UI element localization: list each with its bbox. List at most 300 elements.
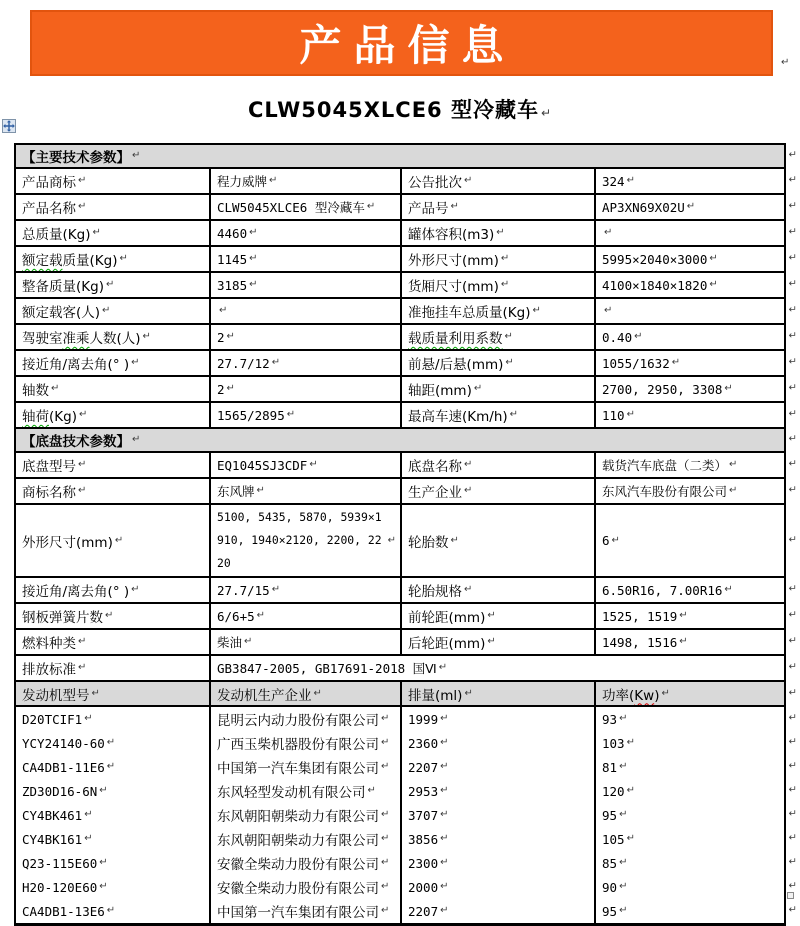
paragraph-mark-icon: ↵	[106, 905, 116, 916]
row-end-mark-icon: ↵	[788, 408, 797, 420]
table-cell	[400, 630, 594, 654]
table-cell	[594, 755, 784, 779]
paragraph-mark-icon: ↵	[440, 905, 449, 916]
table-cell	[400, 505, 594, 576]
paragraph-mark-icon: ↵	[84, 713, 93, 724]
paragraph-mark-icon: ↵	[381, 737, 390, 748]
paragraph-mark-icon: ↵	[78, 459, 87, 470]
table-cell	[594, 505, 784, 576]
table-cell	[400, 403, 594, 427]
paragraph-mark-icon: ↵	[105, 279, 115, 290]
table-cell	[400, 221, 594, 245]
table-cell	[209, 299, 400, 323]
table-cell	[400, 479, 594, 503]
cell-text: 燃料种类	[22, 636, 76, 652]
table-cell	[594, 827, 784, 851]
table-cell	[209, 630, 400, 654]
table-cell	[209, 195, 400, 219]
cell-text: 罐体容积(m3)	[408, 227, 495, 243]
table-cell	[209, 731, 400, 755]
table-row	[16, 325, 797, 351]
cell-text: ZD30D16-6N	[22, 783, 98, 799]
paragraph-mark-icon: ↵	[226, 331, 235, 342]
table-cell	[209, 351, 400, 375]
table-cell	[16, 221, 209, 245]
cell-text: 产品号	[408, 201, 449, 217]
paragraph-mark-icon: ↵	[487, 636, 496, 647]
cell-text: 2	[217, 381, 225, 397]
paragraph-mark-icon: ↵	[78, 175, 87, 186]
table-cell	[594, 479, 784, 503]
paragraph-mark-icon: ↵	[464, 459, 473, 470]
paragraph-mark-icon: ↵	[619, 809, 628, 820]
row-end-mark-icon: ↵	[788, 687, 797, 698]
document-title-line	[0, 94, 800, 124]
paragraph-mark-icon: ↵	[84, 833, 93, 844]
paragraph-mark-icon: ↵	[619, 761, 628, 772]
table-cell	[594, 325, 784, 349]
engine-row	[16, 875, 797, 899]
table-cell	[16, 827, 209, 851]
cell-text: 3707	[408, 807, 439, 823]
table-cell	[594, 707, 784, 731]
paragraph-mark-icon: ↵	[381, 833, 390, 844]
paragraph-mark-icon: ↵	[381, 857, 390, 868]
row-end-mark-icon: ↵	[788, 880, 797, 892]
table-row	[16, 247, 797, 273]
cell-text: D20TCIF1	[22, 711, 83, 727]
cell-text: 钢板弹簧片数	[22, 610, 103, 626]
row-end-mark-icon: ↵	[788, 635, 797, 647]
paragraph-mark-icon: ↵	[440, 785, 449, 796]
paragraph-mark-icon: ↵	[464, 485, 473, 496]
table-cell	[16, 505, 209, 576]
row-end-mark-icon: ↵	[788, 304, 797, 316]
table-row	[16, 604, 797, 630]
table-cell	[400, 247, 594, 271]
table-cell	[16, 682, 209, 705]
table-cell	[594, 803, 784, 827]
cell-text: 轴数	[22, 383, 49, 399]
cell-text: GB3847-2005, GB17691-2018 国Ⅵ	[217, 661, 437, 676]
table-row	[16, 377, 797, 403]
cell-text: 93	[602, 711, 618, 727]
table-cell	[209, 169, 400, 193]
cell-text: 商标名称	[22, 485, 76, 501]
paragraph-mark-icon: ↵	[381, 809, 390, 820]
cell-text: 2360	[408, 735, 439, 751]
cell-text: 轮胎数	[408, 534, 449, 551]
cell-text: CA4DB1-13E6	[22, 903, 105, 919]
cell-text: CA4DB1-11E6	[22, 759, 105, 775]
paragraph-mark-icon: ↵	[724, 584, 733, 595]
cell-text: YCY24140-60	[22, 735, 105, 751]
spec-table	[14, 143, 797, 926]
paragraph-mark-icon: ↵	[313, 687, 322, 699]
paragraph-mark-icon: ↵	[626, 175, 635, 186]
cell-text: 【底盘技术参数】	[22, 434, 130, 450]
cell-text: 1525, 1519	[602, 608, 678, 624]
table-cell	[16, 195, 209, 219]
paragraph-mark-icon: ↵	[226, 383, 235, 394]
paragraph-mark-icon: ↵	[78, 201, 87, 212]
table-cell	[594, 682, 784, 705]
table-cell	[209, 682, 400, 705]
cell-text: AP3XN69X02U	[602, 199, 685, 215]
cell-text: 排量(ml)	[408, 687, 463, 704]
paragraph-mark-icon: ↵	[671, 357, 681, 368]
cell-text: 1999	[408, 711, 439, 727]
table-cell	[594, 731, 784, 755]
cell-text: 2953	[408, 783, 439, 799]
table-cell	[400, 899, 594, 923]
engine-row	[16, 851, 797, 875]
paragraph-mark-icon: ↵	[92, 227, 101, 238]
table-row	[16, 479, 797, 505]
cell-text: 105	[602, 831, 625, 847]
cell-text: 90	[602, 879, 618, 895]
cell-text: 外形尺寸(mm)	[408, 253, 499, 269]
paragraph-mark-icon: ↵	[249, 253, 258, 264]
paragraph-mark-icon: ↵	[219, 305, 228, 316]
cell-text: 载货汽车底盘（二类）	[602, 458, 728, 473]
paragraph-mark-icon: ↵	[464, 584, 473, 595]
cell-text: CY4BK461	[22, 807, 83, 823]
table-cell	[209, 403, 400, 427]
table-cell	[400, 604, 594, 628]
table-cell	[209, 479, 400, 503]
paragraph-mark-icon: ↵	[450, 201, 459, 212]
table-cell	[209, 827, 400, 851]
cell-text: 发动机型号	[22, 687, 90, 704]
table-cell	[16, 604, 209, 628]
table-cell	[209, 851, 400, 875]
table-cell	[209, 578, 400, 602]
engine-row	[16, 731, 797, 755]
table-row	[16, 221, 797, 247]
banner-title: 产品信息	[299, 21, 516, 70]
cell-text: 额定载质量(Kg)	[22, 253, 118, 269]
table-cell	[16, 630, 209, 654]
table-cell	[209, 875, 400, 899]
cell-text: 5995×2040×3000	[602, 251, 708, 267]
row-end-mark-icon: ↵	[788, 433, 797, 445]
table-cell	[594, 273, 784, 297]
table-cell	[400, 682, 594, 705]
paragraph-mark-icon: ↵	[102, 305, 111, 316]
table-row	[16, 656, 797, 682]
table-cell	[209, 505, 400, 576]
table-move-handle-icon[interactable]	[2, 119, 16, 133]
cell-text: 324	[602, 173, 625, 189]
paragraph-mark-icon: ↵	[729, 485, 738, 496]
cell-text: 驾驶室准乘人数(人)	[22, 331, 141, 347]
table-cell	[594, 851, 784, 875]
table-cell	[209, 325, 400, 349]
row-end-mark-icon: ↵	[788, 278, 797, 290]
paragraph-mark-icon: ↵	[131, 357, 140, 368]
table-cell	[209, 899, 400, 923]
table-cell	[594, 169, 784, 193]
table-cell	[16, 779, 209, 803]
table-cell	[400, 875, 594, 899]
paragraph-mark-icon: ↵	[78, 636, 87, 647]
cell-text: 整备质量(Kg)	[22, 279, 104, 295]
paragraph-mark-icon: ↵	[626, 737, 635, 748]
cell-text: 5100, 5435, 5870, 5939×1910, 1940×2120, 2200, 2220	[217, 510, 382, 570]
paragraph-mark-icon: ↵	[249, 227, 258, 238]
cell-text: 载质量利用系数	[408, 331, 503, 347]
row-end-mark-icon: ↵	[788, 382, 797, 394]
paragraph-mark-icon: ↵	[132, 434, 141, 445]
paragraph-mark-icon: ↵	[540, 106, 553, 120]
row-end-mark-icon: ↵	[788, 330, 797, 342]
cell-text: EQ1045SJ3CDF	[217, 457, 308, 473]
cell-text: Q23-115E60	[22, 855, 98, 871]
table-cell	[594, 899, 784, 923]
paragraph-mark-icon: ↵	[114, 534, 124, 546]
table-cell	[594, 299, 784, 323]
paragraph-mark-icon: ↵	[440, 761, 449, 772]
paragraph-mark-icon: ↵	[78, 662, 87, 673]
paragraph-mark-icon: ↵	[269, 175, 278, 186]
paragraph-mark-icon: ↵	[286, 409, 296, 420]
table-cell	[16, 325, 209, 349]
cell-text: 总质量(Kg)	[22, 227, 91, 243]
table-cell	[400, 273, 594, 297]
paragraph-mark-icon: ↵	[440, 881, 449, 892]
cell-text: 后轮距(mm)	[408, 636, 486, 652]
table-cell	[209, 604, 400, 628]
paragraph-mark-icon: ↵	[509, 409, 519, 420]
engine-row	[16, 827, 797, 851]
table-cell	[209, 221, 400, 245]
cell-text: 生产企业	[408, 485, 462, 501]
paragraph-mark-icon: ↵	[387, 534, 396, 546]
paragraph-mark-icon: ↵	[256, 485, 265, 496]
paragraph-mark-icon: ↵	[131, 584, 140, 595]
cell-text: 3856	[408, 831, 439, 847]
table-row	[16, 169, 797, 195]
table-cell	[209, 453, 400, 477]
paragraph-mark-icon: ↵	[626, 833, 635, 844]
row-end-mark-icon: ↵	[788, 904, 797, 916]
table-cell	[16, 247, 209, 271]
row-end-mark-icon: ↵	[788, 609, 797, 621]
table-cell	[400, 453, 594, 477]
table-cell	[594, 247, 784, 271]
table-cell	[16, 299, 209, 323]
cell-text: 85	[602, 855, 618, 871]
table-cell	[16, 755, 209, 779]
table-cell	[16, 429, 784, 451]
table-cell	[400, 707, 594, 731]
cell-text: 103	[602, 735, 625, 751]
paragraph-mark-icon: ↵	[619, 881, 628, 892]
paragraph-mark-icon: ↵	[381, 761, 390, 772]
cell-text: 发动机生产企业	[217, 687, 312, 704]
row-end-mark-icon: ↵	[788, 661, 797, 673]
cell-text: CLW5045XLCE6 型冷藏车	[217, 200, 365, 215]
table-cell	[594, 578, 784, 602]
table-cell	[400, 169, 594, 193]
paragraph-mark-icon: ↵	[381, 881, 390, 892]
table-cell	[16, 273, 209, 297]
cell-text: 4460	[217, 225, 248, 241]
paragraph-mark-icon: ↵	[679, 636, 688, 647]
cell-text: 接近角/离去角(° )	[22, 357, 130, 373]
engine-row	[16, 779, 797, 803]
cell-text: 前悬/后悬(mm)	[408, 357, 504, 373]
cell-text: 27.7/15	[217, 582, 270, 598]
cell-text: 准拖挂车总质量(Kg)	[408, 305, 531, 321]
paragraph-mark-icon: ↵	[78, 485, 87, 496]
cell-text: 1498, 1516	[602, 634, 678, 650]
table-cell	[594, 221, 784, 245]
cell-text: 110	[602, 407, 625, 423]
cell-text: 4100×1840×1820	[602, 277, 708, 293]
table-cell	[594, 630, 784, 654]
table-cell	[400, 299, 594, 323]
row-end-mark-icon: ↵	[788, 484, 797, 496]
cell-text: 柴油	[217, 635, 243, 650]
table-row	[16, 505, 797, 578]
row-end-mark-icon: ↵	[788, 832, 797, 844]
cell-text: 产品名称	[22, 201, 76, 217]
paragraph-mark-icon: ↵	[661, 687, 670, 699]
table-cell	[209, 707, 400, 731]
row-end-mark-icon: ↵	[788, 856, 797, 868]
table-cell	[16, 169, 209, 193]
paragraph-mark-icon: ↵	[84, 809, 93, 820]
table-row	[16, 351, 797, 377]
section-header-row	[16, 429, 797, 453]
paragraph-mark-icon: ↵	[106, 761, 116, 772]
table-cell	[16, 851, 209, 875]
row-end-mark-icon: ↵	[788, 252, 797, 264]
table-cell	[16, 145, 784, 167]
table-cell	[400, 803, 594, 827]
paragraph-mark-icon: ↵	[99, 857, 108, 868]
paragraph-mark-icon: ↵	[487, 610, 496, 621]
paragraph-mark-icon: ↵	[619, 905, 628, 916]
table-row	[16, 403, 797, 429]
paragraph-mark-icon: ↵	[367, 785, 376, 796]
table-cell	[400, 578, 594, 602]
paragraph-mark-icon: ↵	[99, 785, 108, 796]
table-row	[16, 453, 797, 479]
table-cell	[400, 731, 594, 755]
cell-text: 1055/1632	[602, 355, 670, 371]
cell-text: 功率(Kw)	[602, 687, 660, 704]
row-end-mark-icon: ↵	[788, 226, 797, 238]
table-cell	[16, 403, 209, 427]
paragraph-mark-icon: ↵	[132, 150, 141, 161]
cell-text: CY4BK161	[22, 831, 83, 847]
table-cell	[209, 803, 400, 827]
paragraph-mark-icon: ↵	[709, 253, 718, 264]
paragraph-mark-icon: ↵	[99, 881, 108, 892]
cell-text: H20-120E60	[22, 879, 98, 895]
paragraph-mark-icon: ↵	[464, 687, 473, 699]
table-cell	[16, 707, 209, 731]
paragraph-mark-icon: ↵	[464, 175, 473, 186]
cell-text: 27.7/12	[217, 355, 270, 371]
cell-text: 外形尺寸(mm)	[22, 534, 113, 551]
table-cell	[400, 779, 594, 803]
cell-text: 广西玉柴机器股份有限公司	[217, 737, 379, 753]
cell-text: 1565/2895	[217, 407, 285, 423]
row-end-mark-icon: ↵	[788, 149, 797, 161]
row-end-mark-icon: ↵	[788, 356, 797, 368]
table-cell	[209, 247, 400, 271]
paragraph-mark-icon: ↵	[142, 331, 151, 342]
cell-text: 2300	[408, 855, 439, 871]
paragraph-mark-icon: ↵	[709, 279, 718, 290]
engine-row	[16, 707, 797, 731]
cell-text: 6/6+5	[217, 608, 255, 624]
cell-text: 95	[602, 807, 618, 823]
cell-text: 前轮距(mm)	[408, 610, 486, 626]
cell-text: 120	[602, 783, 625, 799]
cell-text: 接近角/离去角(° )	[22, 584, 130, 600]
cell-text: 昆明云内动力股份有限公司	[217, 713, 379, 729]
table-cell	[400, 351, 594, 375]
paragraph-mark-icon: ↵	[532, 305, 541, 316]
paragraph-mark-icon: ↵	[91, 687, 100, 699]
table-cell	[400, 195, 594, 219]
paragraph-mark-icon: ↵	[51, 383, 60, 394]
table-cell	[400, 377, 594, 401]
paragraph-mark-icon: ↵	[604, 227, 613, 238]
table-cell	[16, 479, 209, 503]
paragraph-mark-icon: ↵	[78, 409, 88, 420]
cell-text: 东风朝阳朝柴动力有限公司	[217, 809, 379, 825]
cell-text: 中国第一汽车集团有限公司	[217, 905, 379, 921]
table-cell	[594, 377, 784, 401]
table-cell	[16, 578, 209, 602]
paragraph-mark-icon: ↵	[438, 662, 448, 673]
cell-text: 6	[602, 533, 610, 548]
cell-text: 2207	[408, 903, 439, 919]
cell-text: 公告批次	[408, 175, 462, 191]
cell-text: 6.50R16, 7.00R16	[602, 582, 723, 598]
cell-text: 2	[217, 329, 225, 345]
paragraph-mark-icon: ↵	[496, 227, 505, 238]
cell-text: 2207	[408, 759, 439, 775]
table-cell	[594, 604, 784, 628]
document-title: CLW5045XLCE6 型冷藏车	[247, 98, 539, 122]
table-cell	[594, 195, 784, 219]
section-header-row	[16, 145, 797, 169]
table-resize-handle-icon[interactable]	[787, 892, 794, 899]
table-cell	[16, 875, 209, 899]
paragraph-mark-icon: ↵	[105, 610, 114, 621]
paragraph-mark-icon: ↵	[440, 737, 449, 748]
cell-text: 东风牌	[217, 484, 255, 499]
cell-text: 【主要技术参数】	[22, 150, 130, 166]
paragraph-mark-icon: ↵	[626, 409, 635, 420]
table-cell	[16, 453, 209, 477]
table-row	[16, 195, 797, 221]
table-cell	[16, 351, 209, 375]
banner	[30, 10, 773, 76]
cell-text: 1145	[217, 251, 248, 267]
paragraph-mark-icon: ↵	[309, 459, 318, 470]
table-cell	[209, 377, 400, 401]
table-cell	[16, 899, 209, 923]
row-end-mark-icon: ↵	[788, 583, 797, 595]
